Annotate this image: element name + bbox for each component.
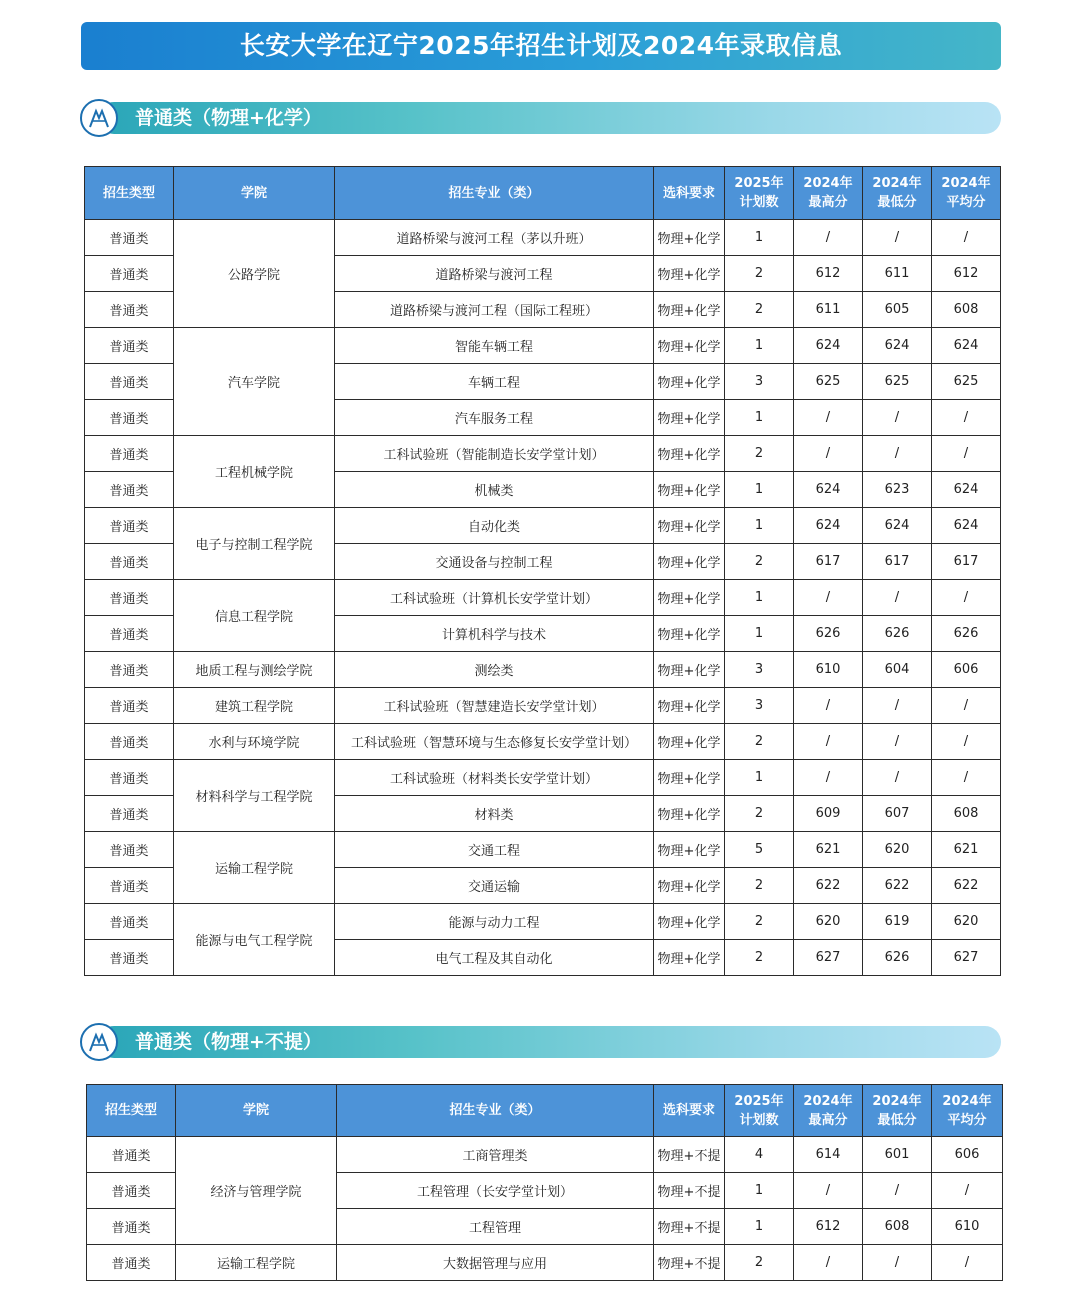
college-cell: 运输工程学院 — [174, 832, 335, 904]
max-score-cell: / — [794, 400, 863, 436]
type-cell: 普通类 — [85, 472, 174, 508]
plan-cell: 2 — [725, 724, 794, 760]
type-cell: 普通类 — [85, 256, 174, 292]
major-cell: 大数据管理与应用 — [337, 1245, 654, 1281]
college-cell: 电子与控制工程学院 — [174, 508, 335, 580]
max-score-cell: 624 — [794, 328, 863, 364]
type-cell: 普通类 — [85, 220, 174, 256]
major-cell: 工商管理类 — [337, 1137, 654, 1173]
type-cell: 普通类 — [85, 544, 174, 580]
major-cell: 工科试验班（智慧环境与生态修复长安学堂计划） — [335, 724, 654, 760]
min-score-cell: 626 — [863, 940, 932, 976]
subject-cell: 物理+化学 — [654, 364, 725, 400]
university-logo-icon — [80, 1023, 118, 1061]
column-header: 学院 — [174, 167, 335, 220]
plan-cell: 3 — [725, 652, 794, 688]
college-cell: 水利与环境学院 — [174, 724, 335, 760]
avg-score-cell: 626 — [932, 616, 1001, 652]
plan-cell: 1 — [725, 580, 794, 616]
avg-score-cell: / — [932, 688, 1001, 724]
type-cell: 普通类 — [85, 868, 174, 904]
subject-cell: 物理+化学 — [654, 508, 725, 544]
plan-cell: 2 — [725, 1245, 794, 1281]
college-cell: 公路学院 — [174, 220, 335, 328]
plan-cell: 2 — [725, 256, 794, 292]
min-score-cell: 625 — [863, 364, 932, 400]
major-cell: 材料类 — [335, 796, 654, 832]
table-row — [85, 508, 1001, 544]
major-cell: 道路桥梁与渡河工程 — [335, 256, 654, 292]
table-row — [85, 436, 1001, 472]
college-cell: 汽车学院 — [174, 328, 335, 436]
type-cell: 普通类 — [85, 832, 174, 868]
table-row — [85, 652, 1001, 688]
column-header: 2025年 计划数 — [725, 1085, 794, 1137]
max-score-cell: 625 — [794, 364, 863, 400]
type-cell: 普通类 — [85, 292, 174, 328]
column-header: 选科要求 — [654, 167, 725, 220]
min-score-cell: 626 — [863, 616, 932, 652]
table-row — [87, 1137, 1003, 1173]
subject-cell: 物理+化学 — [654, 292, 725, 328]
avg-score-cell: 608 — [932, 292, 1001, 328]
type-cell: 普通类 — [85, 796, 174, 832]
subject-cell: 物理+不提 — [654, 1137, 725, 1173]
plan-cell: 1 — [725, 400, 794, 436]
type-cell: 普通类 — [85, 760, 174, 796]
min-score-cell: 620 — [863, 832, 932, 868]
major-cell: 交通工程 — [335, 832, 654, 868]
min-score-cell: / — [863, 1173, 932, 1209]
subject-cell: 物理+化学 — [654, 868, 725, 904]
type-cell: 普通类 — [85, 580, 174, 616]
type-cell: 普通类 — [85, 436, 174, 472]
section-header-physics-chemistry — [80, 101, 1001, 135]
section-title: 普通类（物理+不提） — [135, 1031, 322, 1053]
column-header: 招生类型 — [87, 1085, 176, 1137]
major-cell: 车辆工程 — [335, 364, 654, 400]
column-header: 2024年 最高分 — [794, 167, 863, 220]
max-score-cell: 627 — [794, 940, 863, 976]
table-row — [85, 580, 1001, 616]
avg-score-cell: 624 — [932, 472, 1001, 508]
column-header: 招生类型 — [85, 167, 174, 220]
plan-cell: 5 — [725, 832, 794, 868]
major-cell: 工程管理（长安学堂计划） — [337, 1173, 654, 1209]
type-cell: 普通类 — [85, 652, 174, 688]
min-score-cell: 608 — [863, 1209, 932, 1245]
min-score-cell: / — [863, 400, 932, 436]
max-score-cell: 611 — [794, 292, 863, 328]
subject-cell: 物理+化学 — [654, 436, 725, 472]
max-score-cell: 620 — [794, 904, 863, 940]
max-score-cell: 614 — [794, 1137, 863, 1173]
min-score-cell: / — [863, 724, 932, 760]
major-cell: 道路桥梁与渡河工程（茅以升班） — [335, 220, 654, 256]
column-header: 2024年 最低分 — [863, 1085, 932, 1137]
subject-cell: 物理+化学 — [654, 256, 725, 292]
column-header: 2024年 最低分 — [863, 167, 932, 220]
avg-score-cell: 622 — [932, 868, 1001, 904]
major-cell: 测绘类 — [335, 652, 654, 688]
plan-cell: 1 — [725, 1173, 794, 1209]
subject-cell: 物理+化学 — [654, 832, 725, 868]
plan-cell: 2 — [725, 436, 794, 472]
subject-cell: 物理+化学 — [654, 472, 725, 508]
table-row — [85, 220, 1001, 256]
subject-cell: 物理+化学 — [654, 400, 725, 436]
max-score-cell: / — [794, 1245, 863, 1281]
admission-table-physics-any — [86, 1084, 1003, 1281]
avg-score-cell: / — [932, 580, 1001, 616]
type-cell: 普通类 — [87, 1137, 176, 1173]
min-score-cell: 624 — [863, 508, 932, 544]
table-header-row — [85, 167, 1001, 220]
max-score-cell: / — [794, 1173, 863, 1209]
subject-cell: 物理+化学 — [654, 652, 725, 688]
subject-cell: 物理+化学 — [654, 904, 725, 940]
table-row — [85, 760, 1001, 796]
avg-score-cell: 627 — [932, 940, 1001, 976]
subject-cell: 物理+化学 — [654, 760, 725, 796]
college-cell: 材料科学与工程学院 — [174, 760, 335, 832]
major-cell: 工科试验班（智能制造长安学堂计划） — [335, 436, 654, 472]
min-score-cell: 619 — [863, 904, 932, 940]
min-score-cell: 623 — [863, 472, 932, 508]
major-cell: 能源与动力工程 — [335, 904, 654, 940]
column-header: 选科要求 — [654, 1085, 725, 1137]
column-header: 2024年 平均分 — [932, 1085, 1003, 1137]
university-logo-icon — [80, 99, 118, 137]
major-cell: 智能车辆工程 — [335, 328, 654, 364]
table-row — [85, 724, 1001, 760]
type-cell: 普通类 — [85, 616, 174, 652]
major-cell: 工程管理 — [337, 1209, 654, 1245]
major-cell: 自动化类 — [335, 508, 654, 544]
max-score-cell: 621 — [794, 832, 863, 868]
major-cell: 汽车服务工程 — [335, 400, 654, 436]
plan-cell: 3 — [725, 688, 794, 724]
subject-cell: 物理+不提 — [654, 1173, 725, 1209]
max-score-cell: 622 — [794, 868, 863, 904]
college-cell: 建筑工程学院 — [174, 688, 335, 724]
max-score-cell: 617 — [794, 544, 863, 580]
plan-cell: 2 — [725, 796, 794, 832]
min-score-cell: / — [863, 220, 932, 256]
column-header: 2025年 计划数 — [725, 167, 794, 220]
major-cell: 工科试验班（材料类长安学堂计划） — [335, 760, 654, 796]
avg-score-cell: / — [932, 1245, 1003, 1281]
table-row — [85, 832, 1001, 868]
college-cell: 工程机械学院 — [174, 436, 335, 508]
avg-score-cell: 624 — [932, 508, 1001, 544]
plan-cell: 2 — [725, 292, 794, 328]
table-row — [85, 688, 1001, 724]
college-cell: 能源与电气工程学院 — [174, 904, 335, 976]
plan-cell: 3 — [725, 364, 794, 400]
avg-score-cell: 620 — [932, 904, 1001, 940]
subject-cell: 物理+化学 — [654, 220, 725, 256]
min-score-cell: 605 — [863, 292, 932, 328]
college-cell: 运输工程学院 — [176, 1245, 337, 1281]
max-score-cell: / — [794, 760, 863, 796]
avg-score-cell: / — [932, 760, 1001, 796]
avg-score-cell: / — [932, 220, 1001, 256]
max-score-cell: / — [794, 688, 863, 724]
type-cell: 普通类 — [87, 1173, 176, 1209]
avg-score-cell: / — [932, 724, 1001, 760]
plan-cell: 1 — [725, 1209, 794, 1245]
max-score-cell: 626 — [794, 616, 863, 652]
type-cell: 普通类 — [85, 724, 174, 760]
subject-cell: 物理+化学 — [654, 724, 725, 760]
min-score-cell: 624 — [863, 328, 932, 364]
avg-score-cell: 621 — [932, 832, 1001, 868]
major-cell: 道路桥梁与渡河工程（国际工程班） — [335, 292, 654, 328]
type-cell: 普通类 — [85, 328, 174, 364]
major-cell: 交通设备与控制工程 — [335, 544, 654, 580]
avg-score-cell: 606 — [932, 652, 1001, 688]
major-cell: 计算机科学与技术 — [335, 616, 654, 652]
max-score-cell: / — [794, 220, 863, 256]
plan-cell: 1 — [725, 328, 794, 364]
major-cell: 交通运输 — [335, 868, 654, 904]
min-score-cell: / — [863, 760, 932, 796]
plan-cell: 1 — [725, 616, 794, 652]
major-cell: 机械类 — [335, 472, 654, 508]
avg-score-cell: 610 — [932, 1209, 1003, 1245]
type-cell: 普通类 — [85, 688, 174, 724]
subject-cell: 物理+化学 — [654, 940, 725, 976]
subject-cell: 物理+不提 — [654, 1245, 725, 1281]
max-score-cell: 609 — [794, 796, 863, 832]
min-score-cell: 604 — [863, 652, 932, 688]
plan-cell: 2 — [725, 904, 794, 940]
max-score-cell: / — [794, 724, 863, 760]
min-score-cell: 611 — [863, 256, 932, 292]
min-score-cell: / — [863, 580, 932, 616]
type-cell: 普通类 — [85, 508, 174, 544]
major-cell: 工科试验班（智慧建造长安学堂计划） — [335, 688, 654, 724]
table-row — [85, 328, 1001, 364]
max-score-cell: / — [794, 580, 863, 616]
table-header-row — [87, 1085, 1003, 1137]
avg-score-cell: 608 — [932, 796, 1001, 832]
min-score-cell: 622 — [863, 868, 932, 904]
subject-cell: 物理+化学 — [654, 328, 725, 364]
column-header: 招生专业（类） — [335, 167, 654, 220]
max-score-cell: 610 — [794, 652, 863, 688]
plan-cell: 2 — [725, 940, 794, 976]
table-row — [87, 1245, 1003, 1281]
type-cell: 普通类 — [87, 1209, 176, 1245]
column-header: 2024年 平均分 — [932, 167, 1001, 220]
subject-cell: 物理+化学 — [654, 688, 725, 724]
avg-score-cell: / — [932, 400, 1001, 436]
plan-cell: 1 — [725, 760, 794, 796]
avg-score-cell: 624 — [932, 328, 1001, 364]
admission-table-physics-chemistry — [84, 166, 1001, 976]
avg-score-cell: 617 — [932, 544, 1001, 580]
plan-cell: 2 — [725, 544, 794, 580]
min-score-cell: 617 — [863, 544, 932, 580]
min-score-cell: / — [863, 436, 932, 472]
avg-score-cell: 625 — [932, 364, 1001, 400]
type-cell: 普通类 — [85, 904, 174, 940]
column-header: 招生专业（类） — [337, 1085, 654, 1137]
subject-cell: 物理+化学 — [654, 616, 725, 652]
section-header-physics-any — [80, 1025, 1001, 1059]
column-header: 2024年 最高分 — [794, 1085, 863, 1137]
max-score-cell: 624 — [794, 472, 863, 508]
college-cell: 信息工程学院 — [174, 580, 335, 652]
plan-cell: 1 — [725, 220, 794, 256]
max-score-cell: 612 — [794, 256, 863, 292]
subject-cell: 物理+化学 — [654, 580, 725, 616]
min-score-cell: 607 — [863, 796, 932, 832]
section-title: 普通类（物理+化学） — [135, 107, 322, 129]
type-cell: 普通类 — [85, 400, 174, 436]
type-cell: 普通类 — [87, 1245, 176, 1281]
avg-score-cell: 606 — [932, 1137, 1003, 1173]
table-row — [85, 904, 1001, 940]
page-title: 长安大学在辽宁2025年招生计划及2024年录取信息 — [81, 22, 1001, 70]
min-score-cell: / — [863, 688, 932, 724]
max-score-cell: 624 — [794, 508, 863, 544]
subject-cell: 物理+不提 — [654, 1209, 725, 1245]
min-score-cell: / — [863, 1245, 932, 1281]
max-score-cell: 612 — [794, 1209, 863, 1245]
college-cell: 经济与管理学院 — [176, 1137, 337, 1245]
avg-score-cell: / — [932, 436, 1001, 472]
min-score-cell: 601 — [863, 1137, 932, 1173]
max-score-cell: / — [794, 436, 863, 472]
major-cell: 工科试验班（计算机长安学堂计划） — [335, 580, 654, 616]
plan-cell: 1 — [725, 472, 794, 508]
avg-score-cell: / — [932, 1173, 1003, 1209]
subject-cell: 物理+化学 — [654, 796, 725, 832]
plan-cell: 2 — [725, 868, 794, 904]
plan-cell: 4 — [725, 1137, 794, 1173]
avg-score-cell: 612 — [932, 256, 1001, 292]
subject-cell: 物理+化学 — [654, 544, 725, 580]
plan-cell: 1 — [725, 508, 794, 544]
major-cell: 电气工程及其自动化 — [335, 940, 654, 976]
type-cell: 普通类 — [85, 364, 174, 400]
column-header: 学院 — [176, 1085, 337, 1137]
college-cell: 地质工程与测绘学院 — [174, 652, 335, 688]
type-cell: 普通类 — [85, 940, 174, 976]
